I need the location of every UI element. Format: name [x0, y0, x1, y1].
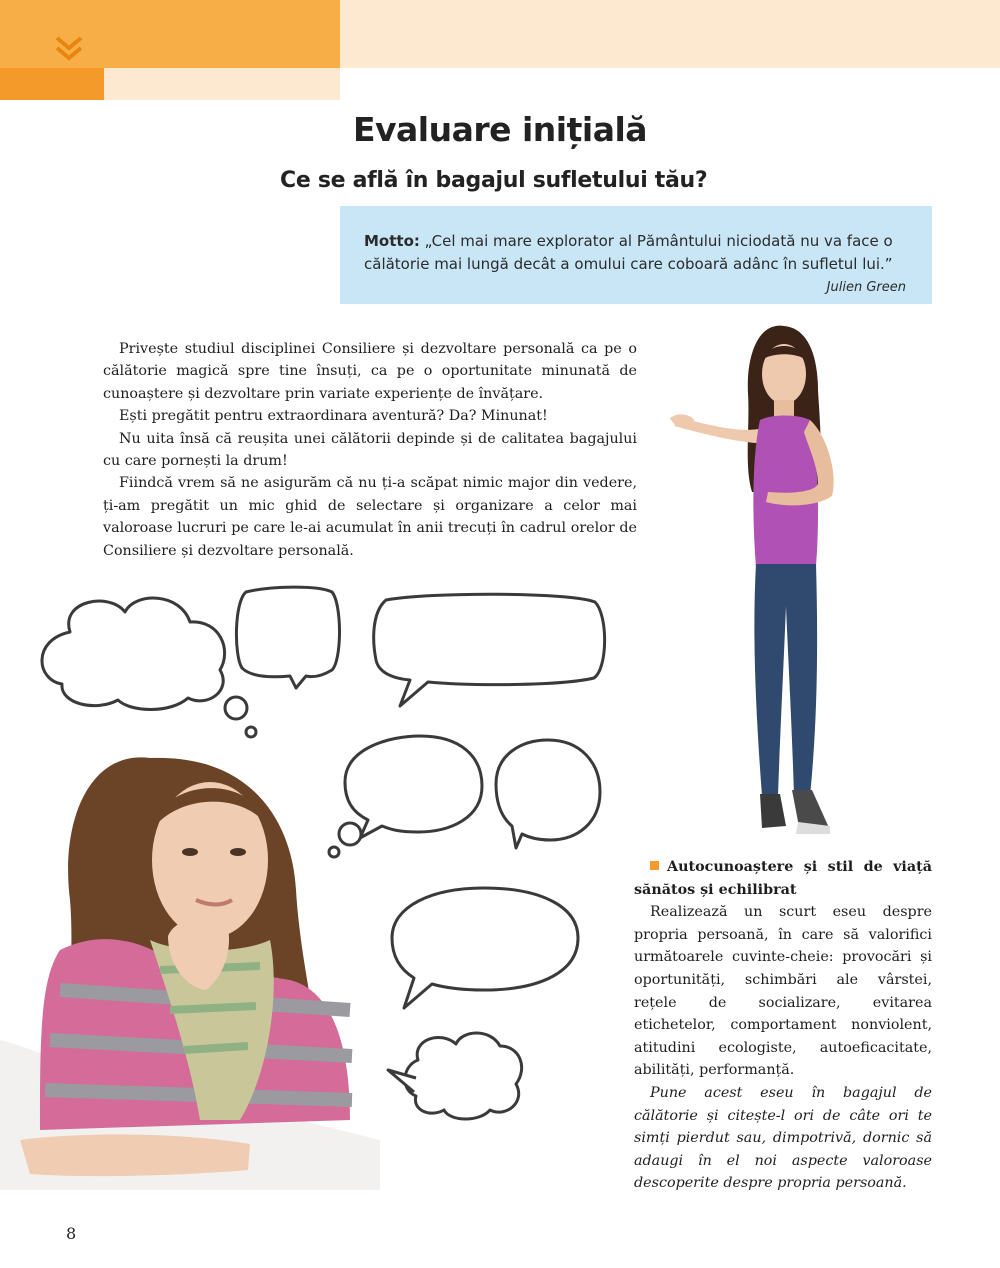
thought-dot — [225, 697, 247, 719]
motto-label: Motto: — [364, 232, 420, 250]
speech-bubble — [496, 740, 600, 848]
activity-section — [634, 856, 932, 1195]
speech-bubble — [392, 888, 578, 1008]
thought-dot — [246, 727, 256, 737]
speech-bubble — [236, 587, 339, 688]
activity-heading-text: Autocunoaștere și stil de viață sănătos și echilibrat — [634, 859, 932, 898]
thinking-girl-photo — [0, 740, 380, 1190]
standing-girl-photo — [668, 316, 878, 846]
page-subtitle: Ce se află în bagajul sufletului tău? — [280, 168, 708, 193]
activity-body: Realizează un scurt eseu despre propria persoană, în care să valorifici următoarele cuvinte-cheie: provocări și oportunități, schimbări ale vârstei, rețele de socializare, evitarea etichetelor, comportament nonviolent, atitudini ecologiste, autoeficacitate, abilități, performanță. — [634, 904, 932, 1079]
page-number: 8 — [66, 1224, 77, 1243]
intro-paragraph: Fiindcă vrem să ne asigurăm că nu ți-a scăpat nimic major din vedere, ți-am pregătit un mic ghid de selectare și organizare a celor mai valoroase lucruri pe care le-ai acumulat în anii trecuți în cadrul orelor de Consiliere și dezvoltare personală. — [103, 475, 637, 559]
motto-quote: „Cel mai mare explorator al Pământului niciodată nu va face o călătorie mai lungă decât a omului care coboară adânc în sufletul lui.” — [364, 232, 893, 273]
activity-italic-note: Pune acest eseu în bagajul de călătorie și citește-l ori de câte ori te simți pierdut sau, dimpotrivă, dornic să adaugi în el noi aspecte valoroase descoperite despre propria persoană. — [634, 1084, 932, 1192]
page-title: Evaluare inițială — [352, 110, 648, 149]
thought-cloud-bubble — [405, 1033, 522, 1119]
activity-heading — [634, 856, 932, 901]
motto-author: Julien Green — [826, 280, 906, 295]
thought-cloud-bubble — [42, 598, 225, 709]
speech-bubble — [374, 594, 605, 706]
orange-square-bullet-icon — [650, 861, 659, 870]
intro-paragraph: Ești pregătit pentru extraordinara aventură? Da? Minunat! — [119, 408, 548, 425]
intro-paragraph: Privește studiul disciplinei Consiliere și dezvoltare personală ca pe o călătorie magică spre tine însuți, ca pe o oportunitate minunată de cunoaștere și dezvoltare prin variate experiențe de învățare. — [103, 341, 637, 402]
intro-paragraph: Nu uita însă că reușita unei călătorii depinde și de calitatea bagajului cu care pornești la drum! — [103, 430, 637, 470]
